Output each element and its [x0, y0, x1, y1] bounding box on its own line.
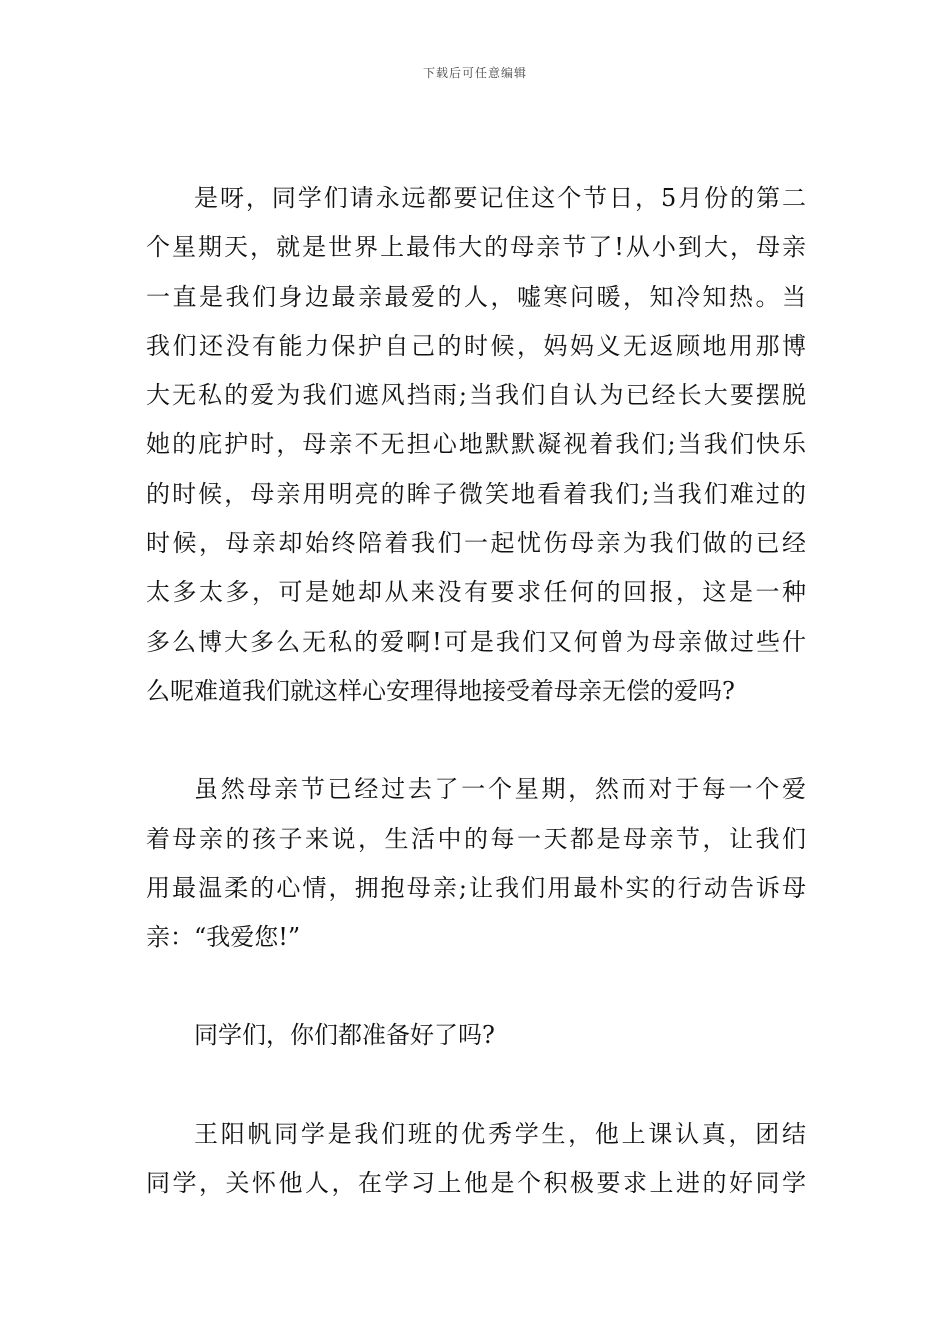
text-line: 同学，关怀他人，在学习上他是个积极要求上进的好同学	[146, 1169, 806, 1198]
text-line: 多么博大多么无私的爱啊!可是我们又何曾为母亲做过些什	[146, 627, 806, 656]
text-line: 着母亲的孩子来说，生活中的每一天都是母亲节，让我们	[146, 824, 806, 853]
text-line: 虽然母亲节已经过去了一个星期，然而对于每一个爱	[194, 775, 806, 804]
text-line: 的时候，母亲用明亮的眸子微笑地看着我们;当我们难过的	[146, 479, 806, 508]
text-line: 太多太多，可是她却从来没有要求任何的回报，这是一种	[146, 578, 806, 607]
paragraph-gap	[146, 1061, 806, 1110]
page-header: 下载后可任意编辑	[422, 66, 527, 80]
document-body	[146, 174, 806, 1208]
text-line: 亲：“我爱您!”	[146, 923, 301, 952]
paragraph-4	[146, 1110, 806, 1209]
text-line: 她的庇护时，母亲不无担心地默默凝视着我们;当我们快乐	[146, 430, 806, 459]
text-line: 是呀，同学们请永远都要记住这个节日，5月份的第二	[194, 184, 806, 212]
text-line: 个星期天，就是世界上最伟大的母亲节了!从小到大，母亲	[146, 233, 806, 262]
text-line: 王阳帆同学是我们班的优秀学生，他上课认真，团结	[194, 1119, 806, 1148]
paragraph-3	[146, 1011, 806, 1060]
text-line: 同学们，你们都准备好了吗?	[194, 1021, 495, 1050]
text-line: 我们还没有能力保护自己的时候，妈妈义无返顾地用那博	[146, 331, 806, 360]
text-line: 大无私的爱为我们遮风挡雨;当我们自认为已经长大要摆脱	[146, 381, 806, 410]
paragraph-gap	[146, 962, 806, 1011]
paragraph-1	[146, 174, 806, 716]
text-line: 一直是我们身边最亲最爱的人，嘘寒问暖，知冷知热。当	[146, 282, 806, 311]
paragraph-2	[146, 765, 806, 962]
text-line: 么呢难道我们就这样心安理得地接受着母亲无偿的爱吗?	[146, 676, 735, 705]
paragraph-gap	[146, 716, 806, 765]
text-line: 用最温柔的心情，拥抱母亲;让我们用最朴实的行动告诉母	[146, 873, 806, 902]
text-line: 时候，母亲却始终陪着我们一起忧伤母亲为我们做的已经	[146, 529, 806, 558]
